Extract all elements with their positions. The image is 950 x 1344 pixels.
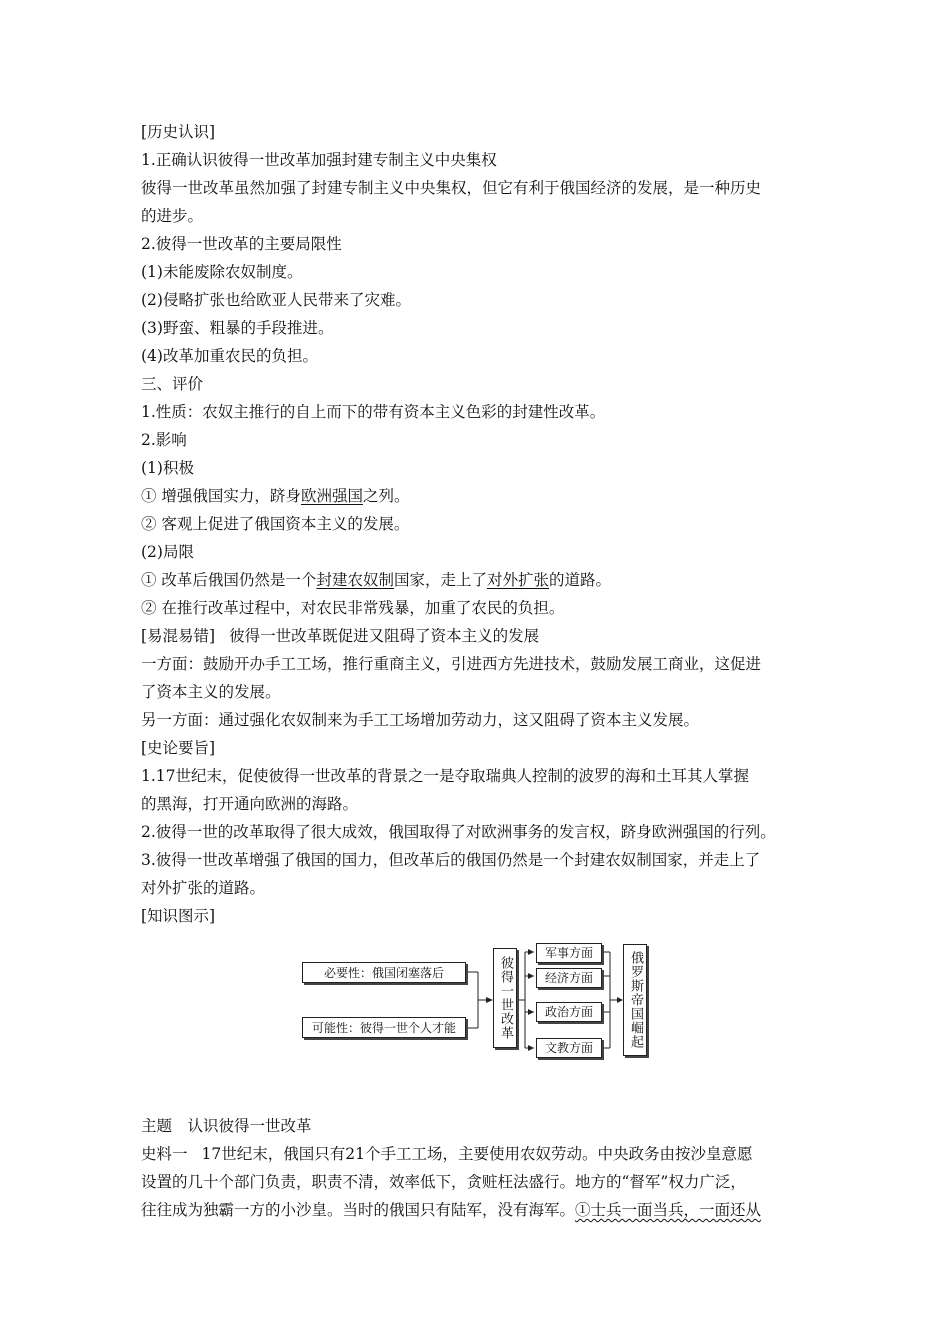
topic-heading: 主题 认识彼得一世改革	[141, 1117, 312, 1135]
list-item: (1)未能废除农奴制度。	[141, 263, 303, 281]
material-label: 史料一	[141, 1145, 188, 1163]
aspect-box-military: 军事方面	[536, 943, 602, 963]
list-item: (4)改革加重农民的负担。	[141, 347, 318, 365]
section-heading-essentials: [史论要旨]	[141, 739, 216, 757]
list-item: ② 客观上促进了俄国资本主义的发展。	[141, 515, 410, 533]
sub-title: (1)积极	[141, 459, 194, 477]
underlined-term: 对外扩张	[486, 571, 549, 589]
paragraph: 2.彼得一世的改革取得了很大成效，俄国取得了对欧洲事务的发言权，跻身欧洲强国的行列。	[141, 823, 776, 841]
list-item: ① 改革后俄国仍然是一个封建农奴制国家，走上了对外扩张的道路。	[141, 571, 611, 589]
point-title: 2.彼得一世改革的主要局限性	[141, 235, 342, 253]
necessity-box: 必要性：俄国闭塞落后	[302, 962, 466, 983]
list-item: ② 在推行改革过程中，对农民非常残暴，加重了农民的负担。	[141, 599, 565, 617]
possibility-box: 可能性：彼得一世个人才能	[302, 1017, 466, 1038]
knowledge-diagram	[300, 942, 650, 1064]
underlined-term: 欧洲强国	[300, 487, 363, 505]
paragraph: 1.17世纪末，促使彼得一世改革的背景之一是夺取瑞典人控制的波罗的海和土耳其人掌握	[141, 767, 750, 785]
paragraph: 对外扩张的道路。	[141, 879, 266, 897]
aspect-box-education: 文教方面	[536, 1038, 602, 1058]
underlined-term: 封建农奴制	[316, 571, 394, 589]
paragraph: 设置的几十个部门负责，职责不清，效率低下，贪赃枉法盛行。地方的“督军”权力广泛，	[141, 1173, 746, 1191]
list-item: (2)侵略扩张也给欧亚人民带来了灾难。	[141, 291, 411, 309]
aspect-box-politics: 政治方面	[536, 1002, 602, 1022]
sub-title: (2)局限	[141, 543, 194, 561]
wavy-underlined-text: ①士兵一面当兵，一面还从	[575, 1201, 762, 1219]
center-box: 彼得一世改革	[493, 948, 517, 1048]
document-body	[141, 118, 831, 930]
section-heading-diagram: [知识图示]	[141, 907, 216, 925]
paragraph: 史料一 17世纪末，俄国只有21个手工工场，主要使用农奴劳动。中央政务由按沙皇意愿	[141, 1145, 753, 1163]
topic-section	[141, 1112, 831, 1224]
aspect-box-economy: 经济方面	[536, 968, 602, 988]
paragraph: 另一方面：通过强化农奴制来为手工工场增加劳动力，这又阻碍了资本主义发展。	[141, 711, 700, 729]
paragraph: 一方面：鼓励开办手工工场，推行重商主义，引进西方先进技术，鼓励发展工商业，这促进	[141, 655, 762, 673]
paragraph: 的黑海，打开通向欧洲的海路。	[141, 795, 359, 813]
result-box: 俄罗斯帝国崛起	[623, 944, 647, 1056]
paragraph: 了资本主义的发展。	[141, 683, 281, 701]
paragraph: 的进步。	[141, 207, 204, 225]
paragraph: 往往成为独霸一方的小沙皇。当时的俄国只有陆军，没有海军。①士兵一面当兵，一面还从	[141, 1201, 762, 1219]
paragraph: 1.性质：农奴主推行的自上而下的带有资本主义色彩的封建性改革。	[141, 403, 606, 421]
confusion-heading: [易混易错] 彼得一世改革既促进又阻碍了资本主义的发展	[141, 627, 540, 645]
list-item: ① 增强俄国实力，跻身欧洲强国之列。	[141, 487, 410, 505]
paragraph: 3.彼得一世改革增强了俄国的国力，但改革后的俄国仍然是一个封建农奴制国家，并走上了	[141, 851, 761, 869]
point-title: 2.影响	[141, 431, 187, 449]
section-heading-evaluation: 三、评价	[141, 375, 204, 393]
paragraph: 彼得一世改革虽然加强了封建专制主义中央集权，但它有利于俄国经济的发展，是一种历史	[141, 179, 762, 197]
list-item: (3)野蛮、粗暴的手段推进。	[141, 319, 334, 337]
section-heading-history: [历史认识]	[141, 123, 216, 141]
point-title: 1.正确认识彼得一世改革加强封建专制主义中央集权	[141, 151, 497, 169]
